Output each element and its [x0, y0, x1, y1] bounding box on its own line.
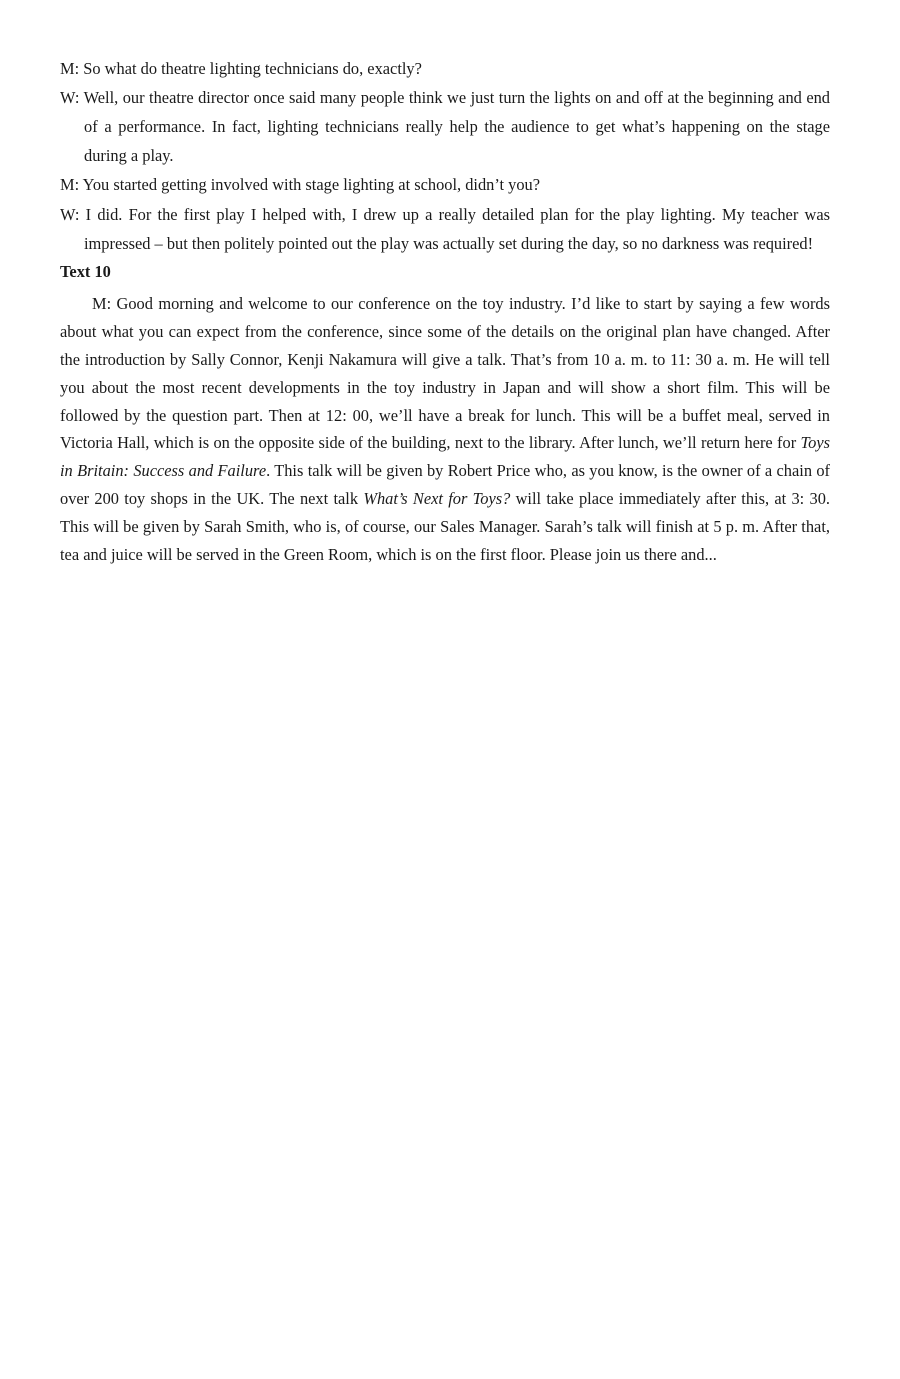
speaker-label: M:	[60, 175, 80, 195]
dialogue-text: I did. For the first play I helped with, I drew up a really detailed plan for the play lighting. My teacher was impressed – but then politely pointed out the play was actually set during the day, so no darkness was required!	[84, 204, 830, 253]
speaker-label: M:	[60, 59, 80, 78]
dialogue-line	[60, 55, 830, 84]
monologue-text-part1: M: Good morning and welcome to our conference on the toy industry. I’d like to start by saying a few words about what you can expect from the conference, since some of the details on the original plan have changed. After the introduction by Sally Connor, Kenji Nakamura will give a talk. That’s from 10 a. m. to 11: 30 a. m. He will tell you about the most recent developments in the toy industry in Japan and will show a short film. This will be followed by the question part. Then at 12: 00, we’ll have a break for lunch. This will be a buffet meal, served in Victoria Hall, which is on the opposite side of the building, next to the library. After lunch, we’ll return here for	[60, 293, 830, 453]
monologue-text-part2: . This talk will be given by Robert Price who, as you know, is the owner of a chain of over 200 toy shops in the UK. The next talk	[60, 461, 830, 509]
dialogue-line	[60, 171, 830, 200]
dialogue-text: You started getting involved with stage lighting at school, didn’t you?	[82, 175, 541, 195]
document-page	[60, 55, 830, 569]
dialogue-line	[60, 201, 830, 259]
monologue-text-part3: will take place immediately after this, at 3: 30. This will be given by Sarah Smith, who is, of course, our Sales Manager. Sarah’s talk will finish at 5 p. m. After that, tea and juice will be served in the Green Room, which is on the first floor. Please join us there and...	[60, 489, 830, 565]
dialogue-text: Well, our theatre director once said many people think we just turn the lights on and off at the beginning and end of a performance. In fact, lighting technicians really help the audience to get what’s happening on the stage during a play.	[83, 88, 830, 165]
speaker-label: W:	[60, 204, 80, 224]
talk-title-whats-next-for-toys: What’s Next for Toys?	[363, 489, 511, 509]
talk-title-toys-in-britain: Toys in Britain: Success and Failure	[60, 433, 830, 481]
dialogue-text: So what do theatre lighting technicians do, exactly?	[83, 59, 422, 78]
dialogue-line	[60, 84, 830, 170]
section-heading: Text 10	[60, 261, 111, 281]
monologue-paragraph	[60, 290, 830, 569]
speaker-label: W:	[60, 88, 80, 108]
